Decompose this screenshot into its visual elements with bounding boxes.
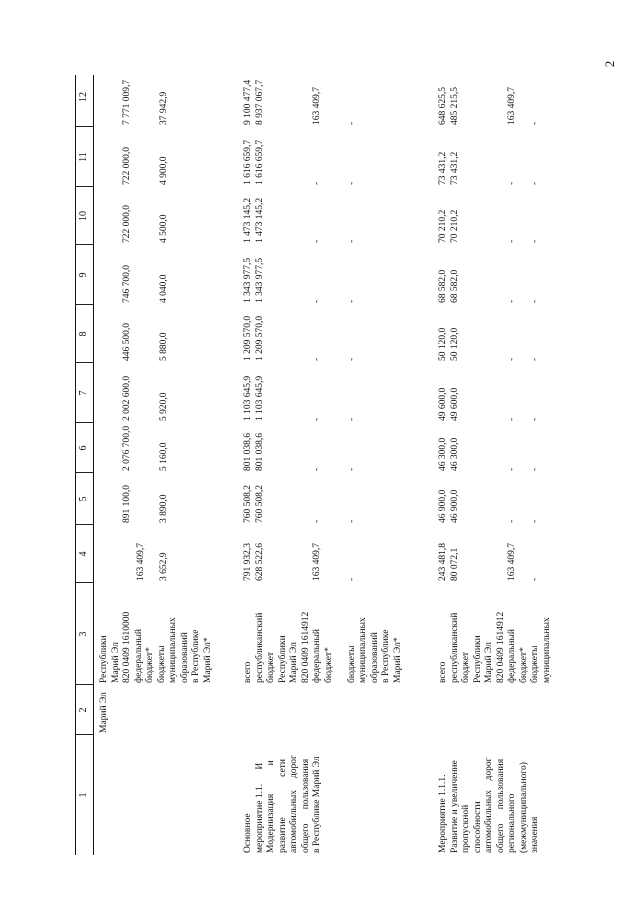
row-cell-source: бюджеты xyxy=(346,645,357,683)
value-cell: 37 942,9 xyxy=(158,91,169,125)
table-top-border xyxy=(75,75,76,855)
row-cell-source: образований xyxy=(369,632,380,683)
row-cell-name: значения xyxy=(530,816,540,853)
row-cell-source: бюджеты xyxy=(530,645,540,683)
row-cell-name: (межмуниципального) xyxy=(518,762,529,853)
value-cell-federal: 163 409,7 xyxy=(507,87,517,125)
row-cell-source: Марий Эл xyxy=(289,642,299,683)
row-cell-source: Республики xyxy=(99,635,109,683)
value-cell-republic: 70 210,2 xyxy=(449,209,460,243)
row-cell-source: бюджет* xyxy=(145,647,155,683)
column-header: 4 xyxy=(78,551,89,557)
value-cell-municipal: - xyxy=(530,519,540,523)
row-cell-source: муниципальных xyxy=(541,617,552,683)
value-cell: 722 000,0 xyxy=(122,205,132,243)
row-cell-name: автомобильных дорог xyxy=(484,757,494,853)
value-cell-federal: - xyxy=(507,239,517,243)
row-cell-source: муниципальных xyxy=(358,617,368,683)
value-cell-federal: - xyxy=(507,467,517,471)
value-cell: 5 920,0 xyxy=(158,392,169,421)
value-cell-total: 1 103 645,9 xyxy=(243,375,253,421)
column-header: 5 xyxy=(78,496,89,502)
row-cell-source: всего xyxy=(243,661,253,683)
row-cell-name: регионального xyxy=(507,793,517,853)
value-cell-total: 1 473 145,2 xyxy=(243,197,253,243)
row-cell-name: в Республике Марий Эл xyxy=(312,756,322,853)
value-cell-republic: 46 900,0 xyxy=(449,489,460,523)
value-cell-municipal: - xyxy=(346,239,357,243)
value-cell-republic: 1 343 977,5 xyxy=(254,257,265,303)
value-cell-federal: - xyxy=(507,519,517,523)
value-cell-republic: 49 600,0 xyxy=(449,387,460,421)
column-header: 7 xyxy=(78,390,89,396)
value-cell-municipal: - xyxy=(530,357,540,361)
value-cell-republic: 1 103 645,9 xyxy=(254,375,265,421)
row-cell-name: Модернизация и xyxy=(266,760,276,853)
value-cell: 5 160,0 xyxy=(158,442,169,471)
row-cell-name: автомобильных дорог xyxy=(289,755,299,853)
value-cell-total: 70 210,2 xyxy=(438,209,448,243)
value-cell-municipal: - xyxy=(346,467,357,471)
row-cell-name: способности xyxy=(472,801,483,853)
row-cell-source: в Республике xyxy=(381,629,391,683)
column-header: 8 xyxy=(78,331,89,337)
column-header: 9 xyxy=(78,272,89,278)
value-cell-total: 9 100 477,4 xyxy=(243,79,253,125)
value-cell-republic: 68 582,0 xyxy=(449,269,460,303)
column-header: 11 xyxy=(78,152,89,162)
value-cell-federal: - xyxy=(507,357,517,361)
value-cell-total: 648 625,5 xyxy=(438,87,448,125)
value-cell-municipal: - xyxy=(530,121,540,125)
value-cell-federal: - xyxy=(312,519,322,523)
value-cell-republic: 8 937 067,7 xyxy=(254,79,265,125)
row-cell-source: республиканский xyxy=(449,612,460,683)
value-cell-total: 801 038,6 xyxy=(243,433,253,471)
row-cell-name: пропускной xyxy=(461,804,471,853)
row-cell-source: 820 0409 1610000 xyxy=(122,611,132,683)
row-cell-source: Марий Эл* xyxy=(202,637,213,683)
value-cell-total: 1 209 570,0 xyxy=(243,315,253,361)
value-cell: 7 771 009,7 xyxy=(122,79,132,125)
value-cell-federal: - xyxy=(312,239,322,243)
column-header: 2 xyxy=(78,707,89,713)
value-cell-federal: - xyxy=(312,357,322,361)
value-cell-municipal: - xyxy=(530,417,540,421)
row-cell-source: бюджеты xyxy=(156,645,167,683)
row-cell-source: 820 0409 1614912 xyxy=(300,611,311,683)
row-cell-source: всего xyxy=(438,661,448,683)
value-cell-republic: 801 038,6 xyxy=(254,433,265,471)
column-header: 1 xyxy=(78,792,89,798)
value-cell-municipal: - xyxy=(346,121,357,125)
value-cell-republic: 73 431,2 xyxy=(449,151,460,185)
row-cell-source: федеральный xyxy=(133,629,144,683)
column-header: 3 xyxy=(78,631,89,637)
column-header: 10 xyxy=(78,211,89,221)
row-cell-name: общего пользования xyxy=(300,758,311,853)
value-cell-municipal: - xyxy=(530,467,540,471)
column-header: 6 xyxy=(78,445,89,451)
value-cell-republic: 46 300,0 xyxy=(449,437,460,471)
value-cell: 5 880,0 xyxy=(158,332,169,361)
row-cell-source: бюджет xyxy=(266,651,276,683)
value-cell: 746 700,0 xyxy=(122,265,132,303)
value-cell-federal: - xyxy=(312,467,322,471)
row-cell-source: Республики xyxy=(277,635,288,683)
row-cell-source: образований xyxy=(179,632,190,683)
value-cell: 163 409,7 xyxy=(135,543,146,581)
value-cell-municipal: - xyxy=(346,357,357,361)
column-header: 12 xyxy=(78,92,89,102)
value-cell: 2 002 600,0 xyxy=(122,375,132,421)
value-cell-republic: 485 215,5 xyxy=(449,87,460,125)
row-cell-source: бюджет xyxy=(461,651,471,683)
value-cell-republic: 1 473 145,2 xyxy=(254,197,265,243)
value-cell-republic: 1 209 570,0 xyxy=(254,315,265,361)
value-cell-republic: 760 508,2 xyxy=(254,485,265,523)
value-cell-total: 1 343 977,5 xyxy=(243,257,253,303)
value-cell-municipal: - xyxy=(530,239,540,243)
value-cell-federal: 163 409,7 xyxy=(312,87,322,125)
value-cell-federal: 163 409,7 xyxy=(507,543,517,581)
value-cell-federal: - xyxy=(507,299,517,303)
budget-table xyxy=(75,75,570,855)
page-number: 2 xyxy=(602,60,617,68)
row-cell-name: развитие сети xyxy=(277,759,288,853)
row-cell-source: муниципальных xyxy=(168,617,178,683)
row-cell-source: республиканский xyxy=(254,612,265,683)
value-cell-total: 1 616 659,7 xyxy=(243,139,253,185)
value-cell-total: 760 508,2 xyxy=(243,485,253,523)
value-cell-federal: - xyxy=(507,417,517,421)
value-cell-municipal: - xyxy=(346,181,357,185)
row-cell-source: Марий Эл xyxy=(484,642,494,683)
header-bottom-border xyxy=(93,75,94,855)
value-cell-republic: 80 072,1 xyxy=(449,547,460,581)
row-cell-region: Марий Эл xyxy=(99,692,109,733)
value-cell-municipal: - xyxy=(346,577,357,581)
value-cell-federal: - xyxy=(312,181,322,185)
value-cell: 4 040,0 xyxy=(158,274,169,303)
value-cell-municipal: - xyxy=(346,519,357,523)
row-cell-name: Основное xyxy=(243,813,253,853)
value-cell: 4 900,0 xyxy=(158,156,169,185)
value-cell: 722 000,0 xyxy=(122,147,132,185)
value-cell-republic: 628 522,6 xyxy=(254,543,265,581)
row-cell-name: Мероприятие 1.1.1. xyxy=(438,774,448,853)
row-cell-source: Марий Эл* xyxy=(392,637,403,683)
value-cell: 3 652,9 xyxy=(158,552,169,581)
value-cell-total: 50 120,0 xyxy=(438,327,448,361)
value-cell-total: 243 481,8 xyxy=(438,543,448,581)
value-cell: 2 076 700,0 xyxy=(122,425,132,471)
row-cell-source: Марий Эл xyxy=(110,642,121,683)
row-cell-source: 820 0409 1614912 xyxy=(495,611,506,683)
value-cell-municipal: - xyxy=(346,299,357,303)
value-cell-total: 46 900,0 xyxy=(438,489,448,523)
value-cell: 3 890,0 xyxy=(158,494,169,523)
value-cell: 891 100,0 xyxy=(122,485,132,523)
row-cell-name: Развитие и увеличение xyxy=(449,760,460,853)
value-cell-municipal: - xyxy=(346,417,357,421)
value-cell-total: 791 932,3 xyxy=(243,543,253,581)
value-cell-federal: - xyxy=(312,299,322,303)
row-cell-source: бюджет* xyxy=(518,647,529,683)
value-cell-federal: - xyxy=(312,417,322,421)
row-cell-source: бюджет* xyxy=(323,647,334,683)
value-cell-municipal: - xyxy=(530,577,540,581)
value-cell-total: 73 431,2 xyxy=(438,151,448,185)
value-cell-municipal: - xyxy=(530,299,540,303)
value-cell-total: 68 582,0 xyxy=(438,269,448,303)
row-cell-source: Республики xyxy=(472,635,483,683)
row-cell-source: федеральный xyxy=(507,629,517,683)
value-cell-republic: 50 120,0 xyxy=(449,327,460,361)
value-cell-republic: 1 616 659,7 xyxy=(254,139,265,185)
value-cell-total: 49 600,0 xyxy=(438,387,448,421)
value-cell-federal: - xyxy=(507,181,517,185)
row-cell-source: федеральный xyxy=(312,629,322,683)
row-cell-source: в Республике xyxy=(191,629,201,683)
value-cell: 446 500,0 xyxy=(122,323,132,361)
row-cell-name: мероприятие 1.1. И xyxy=(254,762,265,853)
value-cell-municipal: - xyxy=(530,181,540,185)
value-cell-total: 46 300,0 xyxy=(438,437,448,471)
value-cell: 4 500,0 xyxy=(158,214,169,243)
value-cell-federal: 163 409,7 xyxy=(312,543,322,581)
row-cell-name: общего пользования xyxy=(495,758,506,853)
